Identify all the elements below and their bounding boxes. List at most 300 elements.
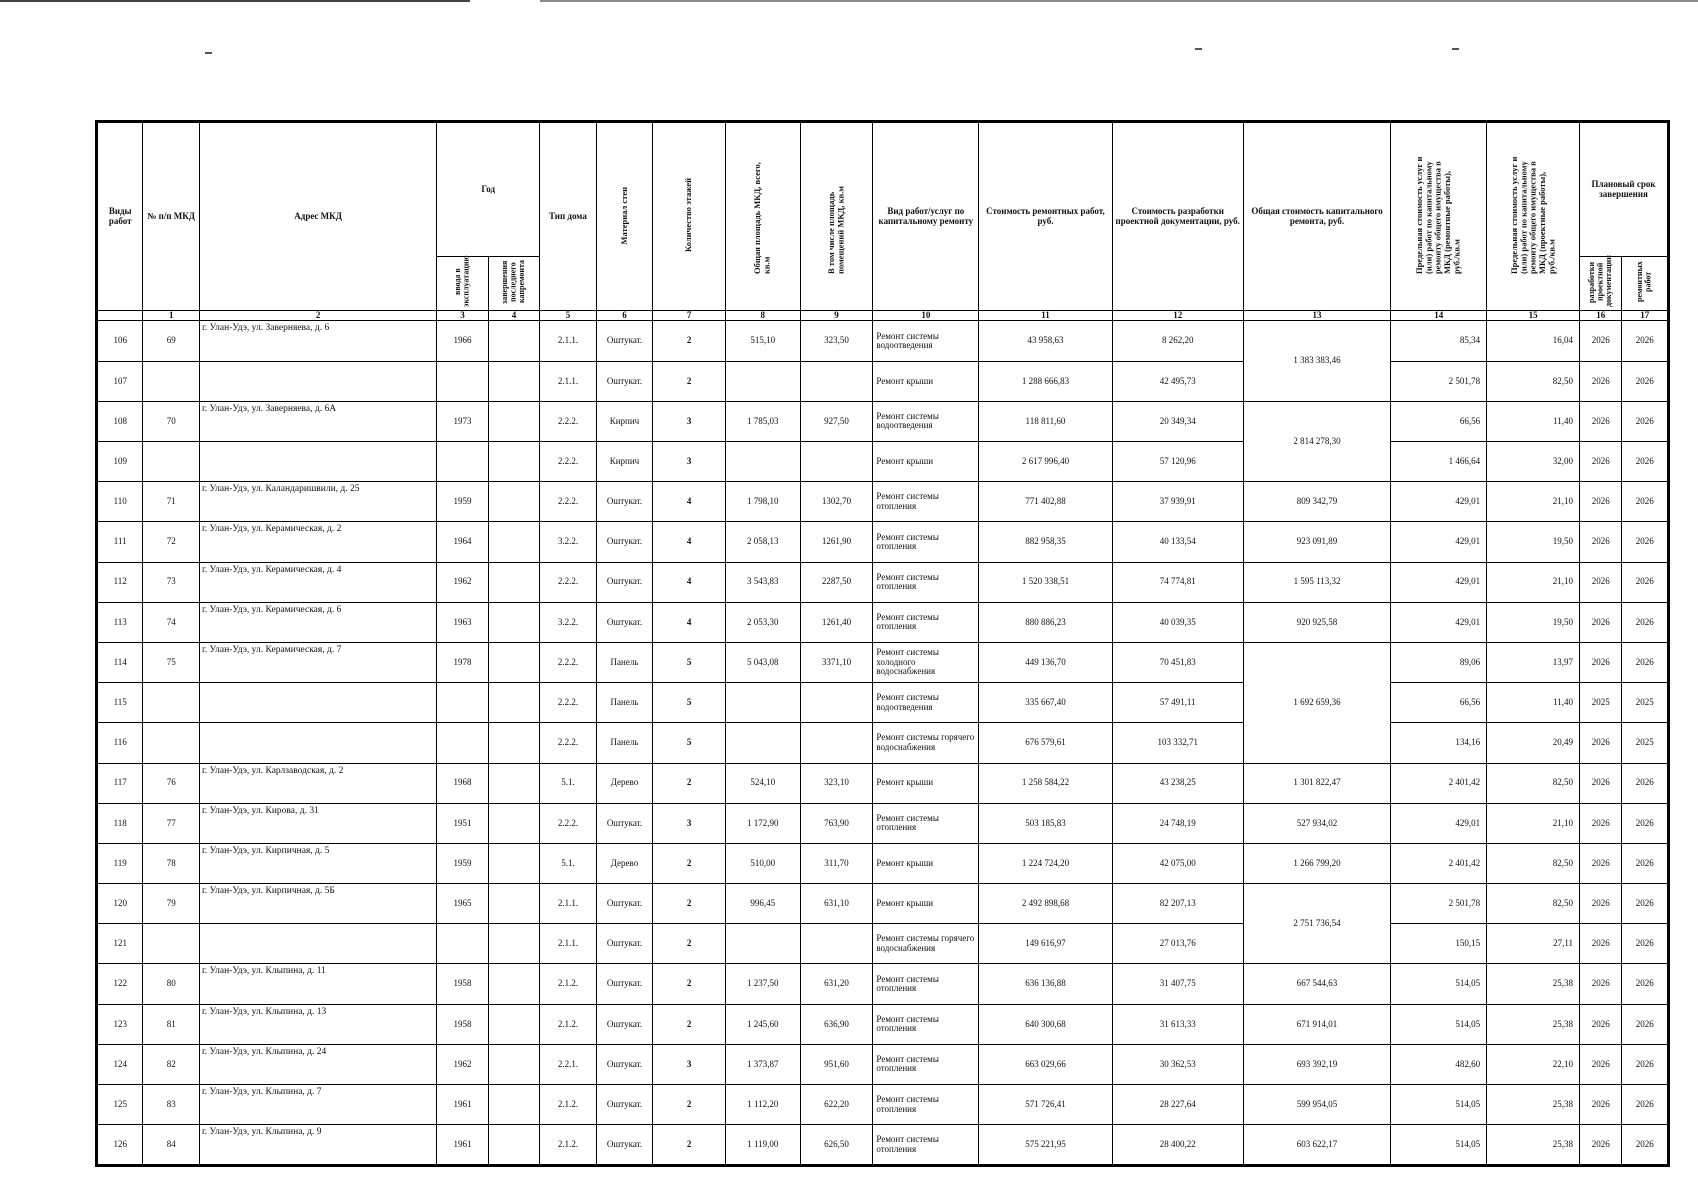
year-last-repair-cell [488, 562, 540, 602]
row-number-cell: 114 [98, 642, 143, 682]
header-floors-text: Количество этажей [683, 178, 694, 253]
column-number-cell: 6 [596, 311, 653, 321]
floors-cell: 2 [653, 321, 726, 361]
address-cell: г. Улан-Удэ, ул. Керамическая, д. 2 [199, 522, 436, 562]
total-area-cell: 510,00 [725, 843, 800, 883]
premises-area-cell: 323,10 [800, 763, 873, 803]
header-limit-cost-work-text: Предельная стоимость услуг и (или) работ по капитальному ремонту общего имущества в МКД (ремонтные работы), руб./кв.м [1414, 156, 1462, 275]
wall-material-cell: Оштукат. [596, 562, 653, 602]
year-last-repair-cell [488, 1004, 540, 1044]
column-number-cell: 17 [1622, 311, 1668, 321]
premises-area-cell: 763,90 [800, 803, 873, 843]
premises-area-cell: 323,50 [800, 321, 873, 361]
header-plan-repair-text: ремонтных работ [1635, 261, 1653, 303]
address-cell: г. Улан-Удэ, ул. Кирпичная, д. 5Б [199, 884, 436, 924]
plan-design-year-cell: 2026 [1580, 321, 1622, 361]
premises-area-cell: 311,70 [800, 843, 873, 883]
premises-area-cell: 951,60 [800, 1044, 873, 1084]
year-commissioned-cell: 1961 [437, 1125, 488, 1165]
design-cost-cell: 40 039,35 [1112, 602, 1243, 642]
limit-cost-design-cell: 21,10 [1487, 562, 1580, 602]
total-area-cell [725, 442, 800, 482]
total-area-cell: 1 798,10 [725, 482, 800, 522]
house-type-cell: 2.1.1. [540, 924, 597, 964]
plan-repair-year-cell: 2026 [1622, 602, 1668, 642]
address-cell: г. Улан-Удэ, ул. Клыпина, д. 9 [199, 1125, 436, 1165]
house-type-cell: 2.2.2. [540, 562, 597, 602]
address-cell: г. Улан-Удэ, ул. Клыпина, д. 7 [199, 1085, 436, 1125]
plan-design-year-cell: 2026 [1580, 1085, 1622, 1125]
mkd-number-cell [143, 683, 200, 723]
year-commissioned-cell: 1965 [437, 884, 488, 924]
work-type-cell: Ремонт крыши [873, 884, 979, 924]
total-cost-cell: 667 544,63 [1243, 964, 1390, 1004]
floors-cell: 2 [653, 843, 726, 883]
house-type-cell: 2.2.2. [540, 642, 597, 682]
year-last-repair-cell [488, 1085, 540, 1125]
floors-cell: 2 [653, 361, 726, 401]
repair-cost-cell: 1 288 666,83 [979, 361, 1112, 401]
repair-cost-cell: 335 667,40 [979, 683, 1112, 723]
table-row [98, 442, 1668, 482]
work-type-cell: Ремонт крыши [873, 442, 979, 482]
limit-cost-design-cell: 25,38 [1487, 1085, 1580, 1125]
wall-material-cell: Панель [596, 642, 653, 682]
scan-speck [1452, 48, 1459, 50]
plan-repair-year-cell: 2026 [1622, 1004, 1668, 1044]
limit-cost-work-cell: 66,56 [1391, 683, 1487, 723]
design-cost-cell: 8 262,20 [1112, 321, 1243, 361]
repair-cost-cell: 1 224 724,20 [979, 843, 1112, 883]
total-area-cell: 515,10 [725, 321, 800, 361]
wall-material-cell: Дерево [596, 843, 653, 883]
address-cell: г. Улан-Удэ, ул. Керамическая, д. 7 [199, 642, 436, 682]
total-area-cell: 1 112,20 [725, 1085, 800, 1125]
merged-total-cost-cell: 2 814 278,30 [1243, 401, 1390, 481]
header-wall-material-text: Материал стен [618, 186, 629, 245]
design-cost-cell: 31 613,33 [1112, 1004, 1243, 1044]
mkd-number-cell: 75 [143, 642, 200, 682]
mkd-number-cell: 69 [143, 321, 200, 361]
plan-design-year-cell: 2026 [1580, 1044, 1622, 1084]
plan-repair-year-cell: 2026 [1622, 442, 1668, 482]
house-type-cell: 2.2.2. [540, 401, 597, 441]
column-number-row [98, 311, 1668, 321]
year-last-repair-cell [488, 924, 540, 964]
year-last-repair-cell [488, 1044, 540, 1084]
total-area-cell: 3 543,83 [725, 562, 800, 602]
table-row [98, 884, 1668, 924]
mkd-number-cell: 84 [143, 1125, 200, 1165]
limit-cost-design-cell: 20,49 [1487, 723, 1580, 763]
wall-material-cell: Оштукат. [596, 803, 653, 843]
work-type-cell: Ремонт системы отопления [873, 1004, 979, 1044]
row-number-cell: 107 [98, 361, 143, 401]
total-area-cell: 5 043,08 [725, 642, 800, 682]
design-cost-cell: 27 013,76 [1112, 924, 1243, 964]
address-cell [199, 442, 436, 482]
table-row [98, 1125, 1668, 1165]
design-cost-cell: 24 748,19 [1112, 803, 1243, 843]
design-cost-cell: 43 238,25 [1112, 763, 1243, 803]
mkd-number-cell [143, 442, 200, 482]
year-last-repair-cell [488, 522, 540, 562]
row-number-cell: 121 [98, 924, 143, 964]
repair-cost-cell: 771 402,88 [979, 482, 1112, 522]
premises-area-cell [800, 683, 873, 723]
wall-material-cell: Панель [596, 723, 653, 763]
wall-material-cell: Оштукат. [596, 924, 653, 964]
address-cell: г. Улан-Удэ, ул. Кирова, д. 31 [199, 803, 436, 843]
year-commissioned-cell: 1962 [437, 562, 488, 602]
repair-plan-table [97, 122, 1668, 1165]
column-number-cell: 1 [143, 311, 200, 321]
premises-area-cell [800, 924, 873, 964]
total-cost-cell: 671 914,01 [1243, 1004, 1390, 1044]
limit-cost-work-cell: 514,05 [1391, 1004, 1487, 1044]
header-premises-area [800, 123, 873, 311]
total-area-cell: 1 245,60 [725, 1004, 800, 1044]
total-cost-cell: 1 301 822,47 [1243, 763, 1390, 803]
year-last-repair-cell [488, 482, 540, 522]
mkd-number-cell: 77 [143, 803, 200, 843]
row-number-cell: 116 [98, 723, 143, 763]
house-type-cell: 2.1.1. [540, 361, 597, 401]
total-cost-cell: 923 091,89 [1243, 522, 1390, 562]
mkd-number-cell: 74 [143, 602, 200, 642]
table-row [98, 683, 1668, 723]
wall-material-cell: Оштукат. [596, 522, 653, 562]
year-commissioned-cell: 1951 [437, 803, 488, 843]
column-number-cell [98, 311, 143, 321]
limit-cost-design-cell: 25,38 [1487, 964, 1580, 1004]
total-area-cell: 2 053,30 [725, 602, 800, 642]
address-cell [199, 361, 436, 401]
design-cost-cell: 31 407,75 [1112, 964, 1243, 1004]
mkd-number-cell [143, 723, 200, 763]
premises-area-cell: 2287,50 [800, 562, 873, 602]
repair-cost-cell: 503 185,83 [979, 803, 1112, 843]
table-row [98, 1085, 1668, 1125]
header-wall-material [596, 123, 653, 311]
address-cell: г. Улан-Удэ, ул. Заверняева, д. 6 [199, 321, 436, 361]
house-type-cell: 2.2.2. [540, 442, 597, 482]
header-year-last-repair-text: завершения последнего капремонта [500, 260, 527, 304]
work-type-cell: Ремонт системы отопления [873, 803, 979, 843]
design-cost-cell: 74 774,81 [1112, 562, 1243, 602]
plan-repair-year-cell: 2026 [1622, 803, 1668, 843]
premises-area-cell: 1261,40 [800, 602, 873, 642]
design-cost-cell: 28 227,64 [1112, 1085, 1243, 1125]
plan-repair-year-cell: 2026 [1622, 321, 1668, 361]
row-number-cell: 118 [98, 803, 143, 843]
year-last-repair-cell [488, 602, 540, 642]
premises-area-cell: 631,20 [800, 964, 873, 1004]
row-number-cell: 123 [98, 1004, 143, 1044]
floors-cell: 2 [653, 964, 726, 1004]
address-cell: г. Улан-Удэ, ул. Клыпина, д. 13 [199, 1004, 436, 1044]
header-mkd-number: № п/п МКД [143, 123, 200, 311]
repair-cost-cell: 1 520 338,51 [979, 562, 1112, 602]
table-row [98, 562, 1668, 602]
year-last-repair-cell [488, 442, 540, 482]
wall-material-cell: Оштукат. [596, 1004, 653, 1044]
house-type-cell: 2.2.2. [540, 723, 597, 763]
floors-cell: 5 [653, 723, 726, 763]
limit-cost-design-cell: 32,00 [1487, 442, 1580, 482]
total-area-cell: 1 172,90 [725, 803, 800, 843]
scan-speck [205, 52, 212, 54]
design-cost-cell: 82 207,13 [1112, 884, 1243, 924]
year-last-repair-cell [488, 964, 540, 1004]
repair-cost-cell: 2 617 996,40 [979, 442, 1112, 482]
wall-material-cell: Оштукат. [596, 1044, 653, 1084]
table-body [98, 321, 1668, 1165]
plan-design-year-cell: 2026 [1580, 642, 1622, 682]
year-commissioned-cell: 1959 [437, 843, 488, 883]
floors-cell: 4 [653, 602, 726, 642]
wall-material-cell: Панель [596, 683, 653, 723]
wall-material-cell: Оштукат. [596, 482, 653, 522]
mkd-number-cell: 78 [143, 843, 200, 883]
repair-cost-cell: 575 221,95 [979, 1125, 1112, 1165]
address-cell: г. Улан-Удэ, ул. Клыпина, д. 11 [199, 964, 436, 1004]
house-type-cell: 2.2.1. [540, 1044, 597, 1084]
total-area-cell: 2 058,13 [725, 522, 800, 562]
column-number-cell: 15 [1487, 311, 1580, 321]
plan-repair-year-cell: 2026 [1622, 482, 1668, 522]
work-type-cell: Ремонт системы водоотведения [873, 321, 979, 361]
repair-plan-table-sheet [95, 120, 1670, 1167]
row-number-cell: 106 [98, 321, 143, 361]
house-type-cell: 2.1.2. [540, 1085, 597, 1125]
plan-design-year-cell: 2026 [1580, 482, 1622, 522]
header-premises-area-text: В том числе площадь помещений МКД, кв.м [826, 186, 846, 275]
plan-design-year-cell: 2026 [1580, 763, 1622, 803]
table-row [98, 924, 1668, 964]
wall-material-cell: Дерево [596, 763, 653, 803]
design-cost-cell: 42 495,73 [1112, 361, 1243, 401]
limit-cost-work-cell: 514,05 [1391, 1125, 1487, 1165]
limit-cost-design-cell: 11,40 [1487, 683, 1580, 723]
limit-cost-design-cell: 13,97 [1487, 642, 1580, 682]
mkd-number-cell: 73 [143, 562, 200, 602]
mkd-number-cell [143, 924, 200, 964]
plan-repair-year-cell: 2025 [1622, 723, 1668, 763]
header-limit-cost-design-text: Предельная стоимость услуг и (или) работ по капитальному ремонту общего имущества в МКД (проектные работы), руб./кв.м [1508, 156, 1557, 275]
premises-area-cell: 927,50 [800, 401, 873, 441]
limit-cost-work-cell: 2 501,78 [1391, 884, 1487, 924]
plan-design-year-cell: 2026 [1580, 884, 1622, 924]
header-plan-repair [1622, 257, 1668, 311]
plan-repair-year-cell: 2026 [1622, 884, 1668, 924]
column-number-cell: 16 [1580, 311, 1622, 321]
year-last-repair-cell [488, 361, 540, 401]
mkd-number-cell: 83 [143, 1085, 200, 1125]
work-type-cell: Ремонт крыши [873, 843, 979, 883]
repair-cost-cell: 640 300,68 [979, 1004, 1112, 1044]
plan-design-year-cell: 2026 [1580, 442, 1622, 482]
total-cost-cell: 1 266 799,20 [1243, 843, 1390, 883]
house-type-cell: 2.2.2. [540, 683, 597, 723]
floors-cell: 2 [653, 884, 726, 924]
limit-cost-design-cell: 82,50 [1487, 361, 1580, 401]
column-number-cell: 11 [979, 311, 1112, 321]
header-work-types: Виды работ [98, 123, 143, 311]
premises-area-cell [800, 442, 873, 482]
total-area-cell: 1 785,03 [725, 401, 800, 441]
limit-cost-work-cell: 2 401,42 [1391, 843, 1487, 883]
plan-repair-year-cell: 2026 [1622, 361, 1668, 401]
limit-cost-work-cell: 429,01 [1391, 482, 1487, 522]
year-last-repair-cell [488, 1125, 540, 1165]
premises-area-cell: 1261,90 [800, 522, 873, 562]
plan-design-year-cell: 2026 [1580, 964, 1622, 1004]
design-cost-cell: 42 075,00 [1112, 843, 1243, 883]
year-commissioned-cell: 1958 [437, 1004, 488, 1044]
year-last-repair-cell [488, 683, 540, 723]
house-type-cell: 2.1.2. [540, 1125, 597, 1165]
limit-cost-work-cell: 514,05 [1391, 964, 1487, 1004]
design-cost-cell: 103 332,71 [1112, 723, 1243, 763]
limit-cost-work-cell: 429,01 [1391, 522, 1487, 562]
total-area-cell: 1 237,50 [725, 964, 800, 1004]
design-cost-cell: 30 362,53 [1112, 1044, 1243, 1084]
mkd-number-cell: 79 [143, 884, 200, 924]
work-type-cell: Ремонт системы отопления [873, 522, 979, 562]
work-type-cell: Ремонт системы горячего водоснабжения [873, 924, 979, 964]
year-last-repair-cell [488, 401, 540, 441]
mkd-number-cell: 80 [143, 964, 200, 1004]
row-number-cell: 126 [98, 1125, 143, 1165]
house-type-cell: 5.1. [540, 843, 597, 883]
total-cost-cell: 809 342,79 [1243, 482, 1390, 522]
floors-cell: 4 [653, 522, 726, 562]
repair-cost-cell: 636 136,88 [979, 964, 1112, 1004]
floors-cell: 2 [653, 1125, 726, 1165]
address-cell: г. Улан-Удэ, ул. Керамическая, д. 4 [199, 562, 436, 602]
floors-cell: 3 [653, 401, 726, 441]
year-commissioned-cell [437, 442, 488, 482]
premises-area-cell: 636,90 [800, 1004, 873, 1044]
floors-cell: 2 [653, 1085, 726, 1125]
work-type-cell: Ремонт крыши [873, 763, 979, 803]
house-type-cell: 2.1.2. [540, 964, 597, 1004]
row-number-cell: 109 [98, 442, 143, 482]
year-last-repair-cell [488, 321, 540, 361]
table-row [98, 964, 1668, 1004]
row-number-cell: 120 [98, 884, 143, 924]
work-type-cell: Ремонт системы горячего водоснабжения [873, 723, 979, 763]
table-header [98, 123, 1668, 321]
scan-edge-line [0, 0, 470, 2]
table-row [98, 401, 1668, 441]
year-commissioned-cell: 1959 [437, 482, 488, 522]
row-number-cell: 117 [98, 763, 143, 803]
plan-design-year-cell: 2026 [1580, 1004, 1622, 1044]
table-row [98, 803, 1668, 843]
address-cell: г. Улан-Удэ, ул. Заверняева, д. 6А [199, 401, 436, 441]
floors-cell: 3 [653, 442, 726, 482]
column-number-cell: 9 [800, 311, 873, 321]
total-area-cell: 1 373,87 [725, 1044, 800, 1084]
wall-material-cell: Оштукат. [596, 602, 653, 642]
total-area-cell [725, 683, 800, 723]
header-year: Год [437, 123, 540, 257]
row-number-cell: 125 [98, 1085, 143, 1125]
year-commissioned-cell: 1973 [437, 401, 488, 441]
design-cost-cell: 40 133,54 [1112, 522, 1243, 562]
limit-cost-work-cell: 429,01 [1391, 803, 1487, 843]
year-commissioned-cell: 1961 [437, 1085, 488, 1125]
repair-cost-cell: 118 811,60 [979, 401, 1112, 441]
premises-area-cell [800, 361, 873, 401]
floors-cell: 2 [653, 924, 726, 964]
merged-total-cost-cell: 1 692 659,36 [1243, 642, 1390, 763]
limit-cost-design-cell: 19,50 [1487, 522, 1580, 562]
plan-design-year-cell: 2026 [1580, 522, 1622, 562]
table-row [98, 1044, 1668, 1084]
premises-area-cell [800, 723, 873, 763]
limit-cost-design-cell: 82,50 [1487, 884, 1580, 924]
total-area-cell: 1 119,00 [725, 1125, 800, 1165]
header-total-area [725, 123, 800, 311]
house-type-cell: 2.1.2. [540, 1004, 597, 1044]
plan-design-year-cell: 2026 [1580, 562, 1622, 602]
row-number-cell: 111 [98, 522, 143, 562]
year-last-repair-cell [488, 642, 540, 682]
plan-repair-year-cell: 2026 [1622, 924, 1668, 964]
total-area-cell [725, 723, 800, 763]
design-cost-cell: 28 400,22 [1112, 1125, 1243, 1165]
table-row [98, 522, 1668, 562]
floors-cell: 5 [653, 642, 726, 682]
address-cell: г. Улан-Удэ, ул. Клыпина, д. 24 [199, 1044, 436, 1084]
mkd-number-cell: 71 [143, 482, 200, 522]
repair-cost-cell: 663 029,66 [979, 1044, 1112, 1084]
year-commissioned-cell: 1968 [437, 763, 488, 803]
premises-area-cell: 1302,70 [800, 482, 873, 522]
design-cost-cell: 57 120,96 [1112, 442, 1243, 482]
plan-repair-year-cell: 2026 [1622, 1085, 1668, 1125]
limit-cost-design-cell: 16,04 [1487, 321, 1580, 361]
row-number-cell: 119 [98, 843, 143, 883]
row-number-cell: 113 [98, 602, 143, 642]
table-row [98, 843, 1668, 883]
address-cell: г. Улан-Удэ, ул. Керамическая, д. 6 [199, 602, 436, 642]
table-row [98, 763, 1668, 803]
limit-cost-work-cell: 150,15 [1391, 924, 1487, 964]
plan-design-year-cell: 2026 [1580, 803, 1622, 843]
table-row [98, 602, 1668, 642]
mkd-number-cell: 70 [143, 401, 200, 441]
wall-material-cell: Оштукат. [596, 884, 653, 924]
repair-cost-cell: 882 958,35 [979, 522, 1112, 562]
mkd-number-cell: 81 [143, 1004, 200, 1044]
premises-area-cell: 626,50 [800, 1125, 873, 1165]
plan-design-year-cell: 2026 [1580, 401, 1622, 441]
header-year-commissioned [437, 257, 488, 311]
column-number-cell: 12 [1112, 311, 1243, 321]
year-last-repair-cell [488, 843, 540, 883]
table-row [98, 1004, 1668, 1044]
address-cell [199, 683, 436, 723]
total-area-cell [725, 924, 800, 964]
row-number-cell: 115 [98, 683, 143, 723]
header-house-type: Тип дома [540, 123, 597, 311]
house-type-cell: 2.2.2. [540, 482, 597, 522]
scan-speck [1195, 48, 1202, 50]
